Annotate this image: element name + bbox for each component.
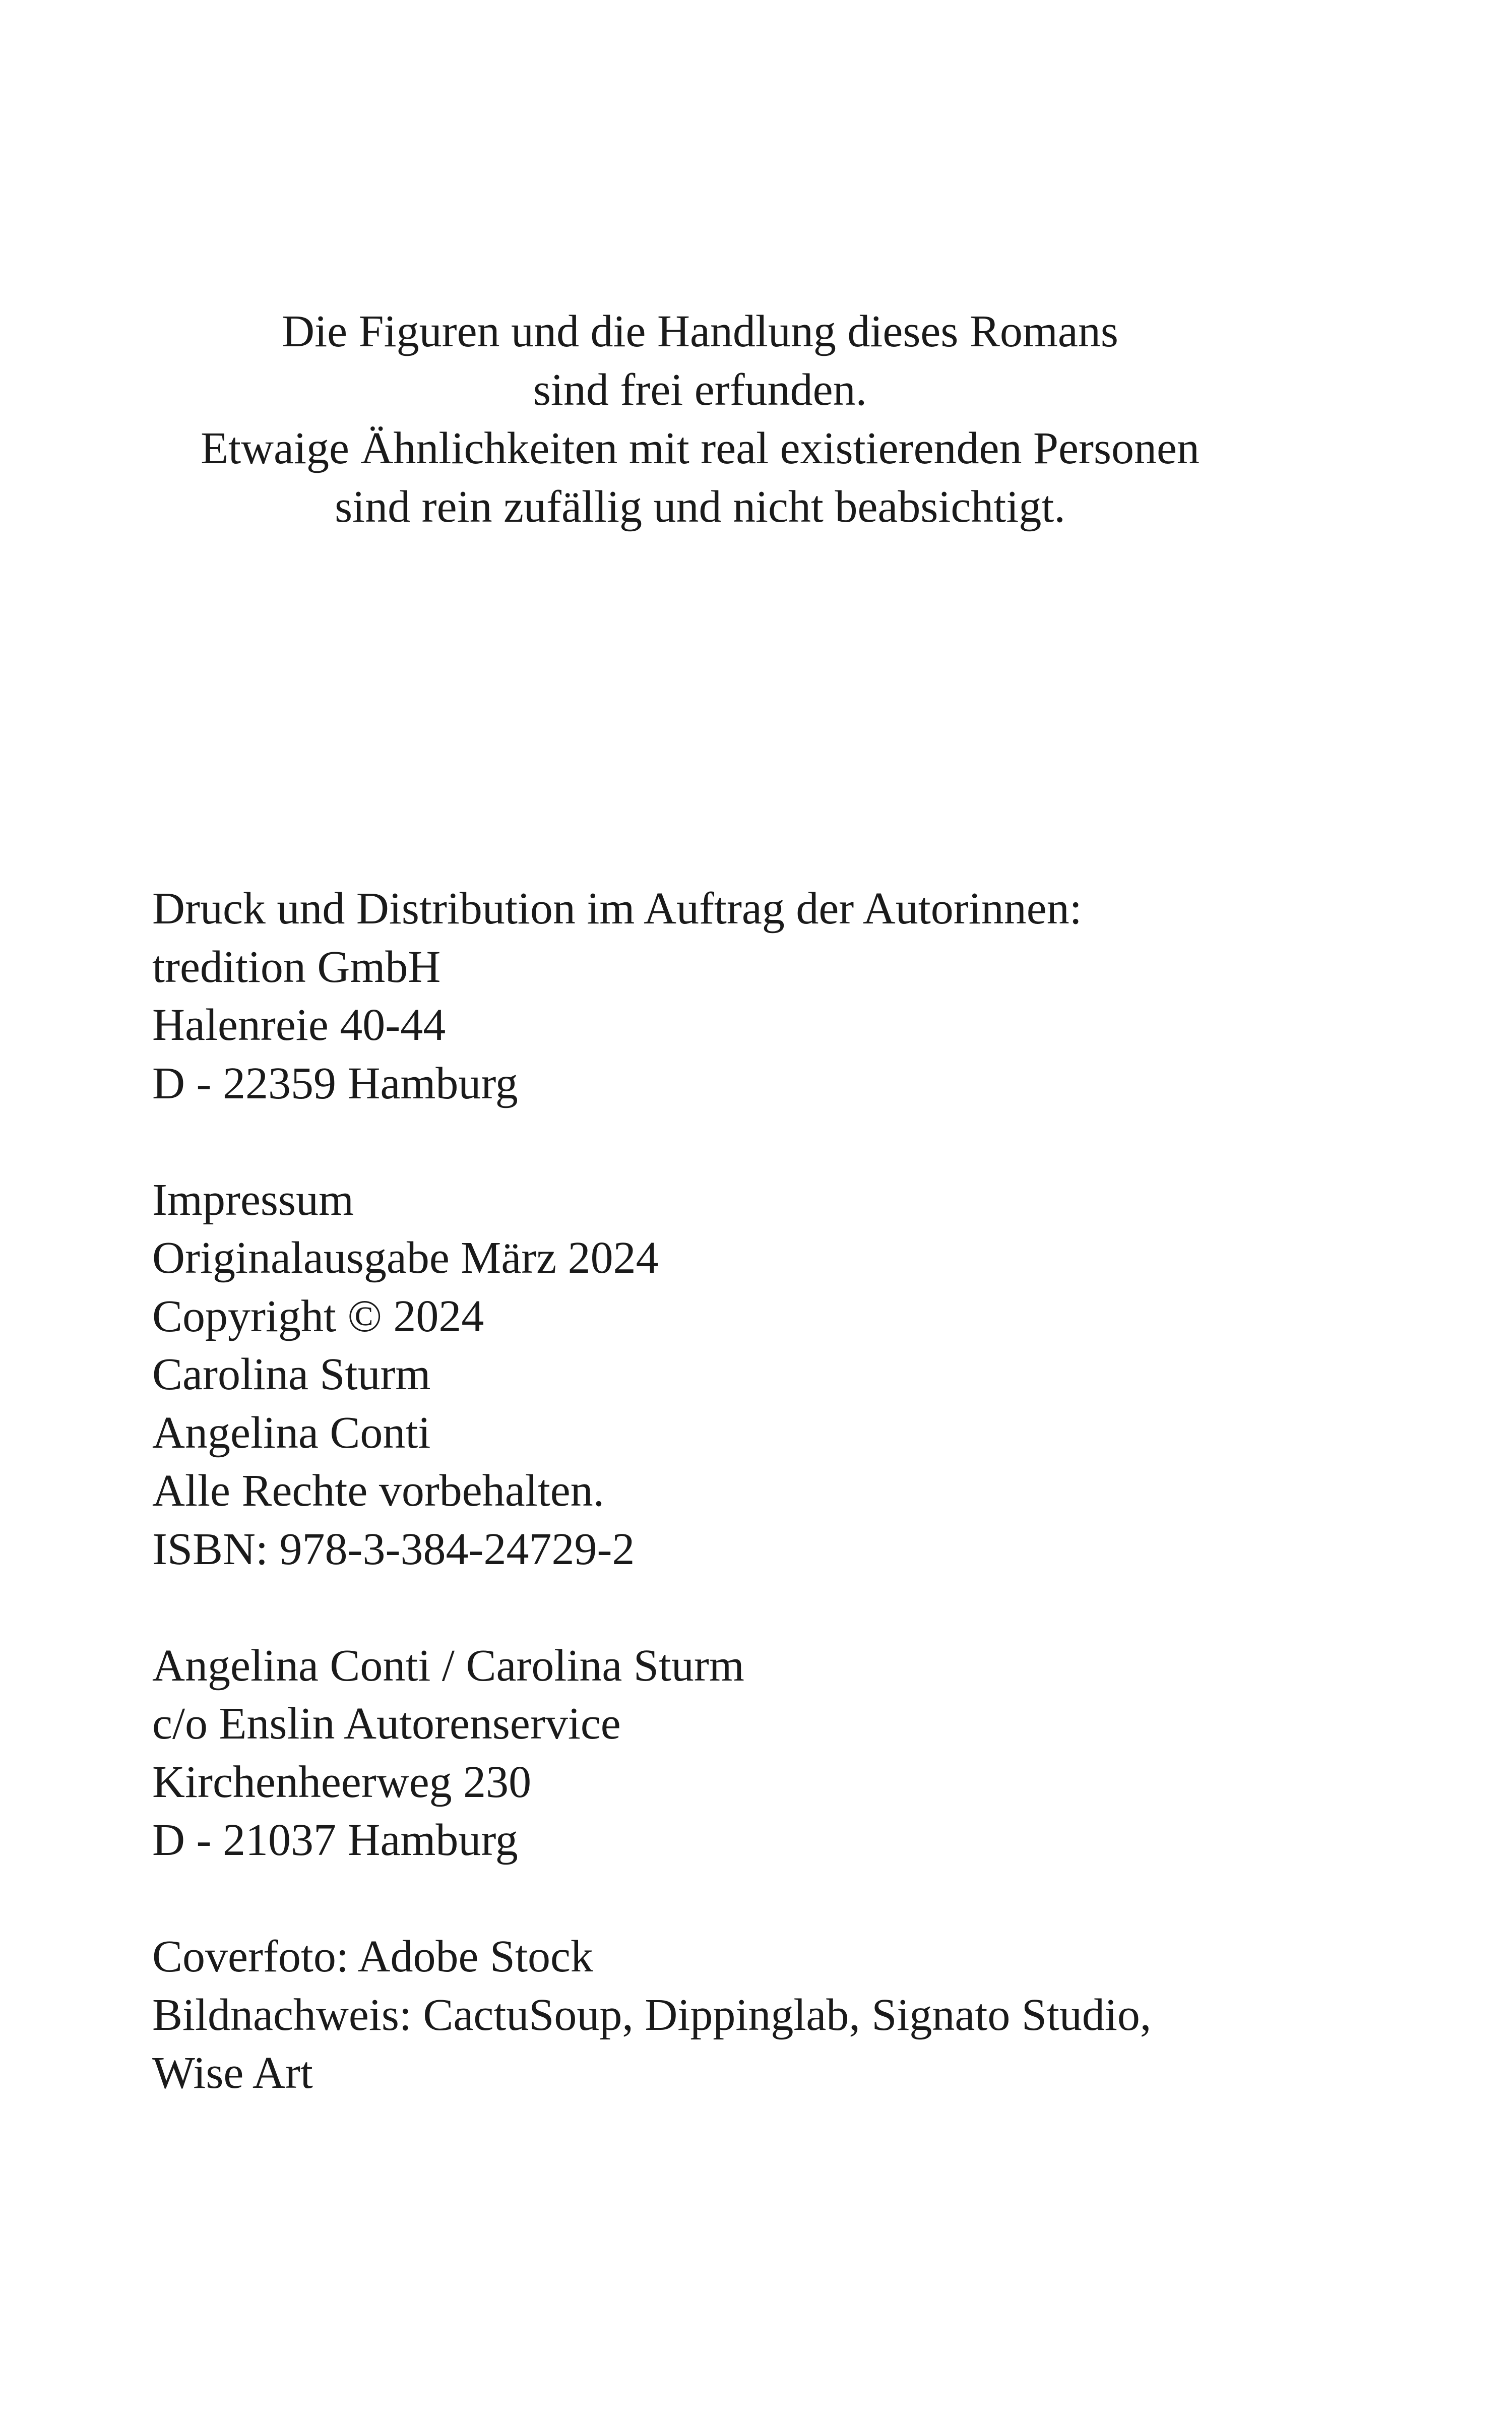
contact-line: Kirchenheerweg 230 [152,1757,532,1807]
copyright-line: Copyright © 2024 [152,1291,484,1341]
cover-credit-line: Coverfoto: Adobe Stock [152,1932,593,1981]
contact-line: D - 21037 Hamburg [152,1815,518,1865]
disclaimer-line: Etwaige Ähnlichkeiten mit real existierenden Personen [201,423,1200,473]
disclaimer-line: Die Figuren und die Handlung dieses Romans [282,306,1118,356]
imprint-section [152,880,1412,2102]
contact-line: Angelina Conti / Carolina Sturm [152,1640,744,1691]
disclaimer-line: sind rein zufällig und nicht beabsichtigt. [335,482,1065,532]
printer-line: tredition GmbH [152,942,441,992]
author-name: Carolina Sturm [152,1349,431,1399]
author-name: Angelina Conti [152,1407,431,1458]
impressum-heading: Impressum [152,1174,354,1225]
printer-line: Halenreie 40-44 [152,1000,446,1050]
printer-block [152,880,1412,1112]
printer-line: Druck und Distribution im Auftrag der Autorinnen: [152,884,1082,934]
edition-line: Originalausgabe März 2024 [152,1233,659,1283]
rights-line: Alle Rechte vorbehalten. [152,1466,605,1516]
contact-line: c/o Enslin Autorenservice [152,1699,621,1749]
disclaimer-line: sind frei erfunden. [533,365,867,415]
printer-line: D - 22359 Hamburg [152,1058,518,1108]
contact-block [152,1637,1412,1870]
fiction-disclaimer [0,302,1400,536]
impressum-block [152,1171,1412,1579]
image-credit-line: Bildnachweis: CactuSoup, Dippinglab, Signato Studio, [152,1990,1152,2040]
credits-block [152,1928,1412,2102]
image-credit-line: Wise Art [152,2048,313,2098]
isbn-line: ISBN: 978-3-384-24729-2 [152,1524,635,1574]
